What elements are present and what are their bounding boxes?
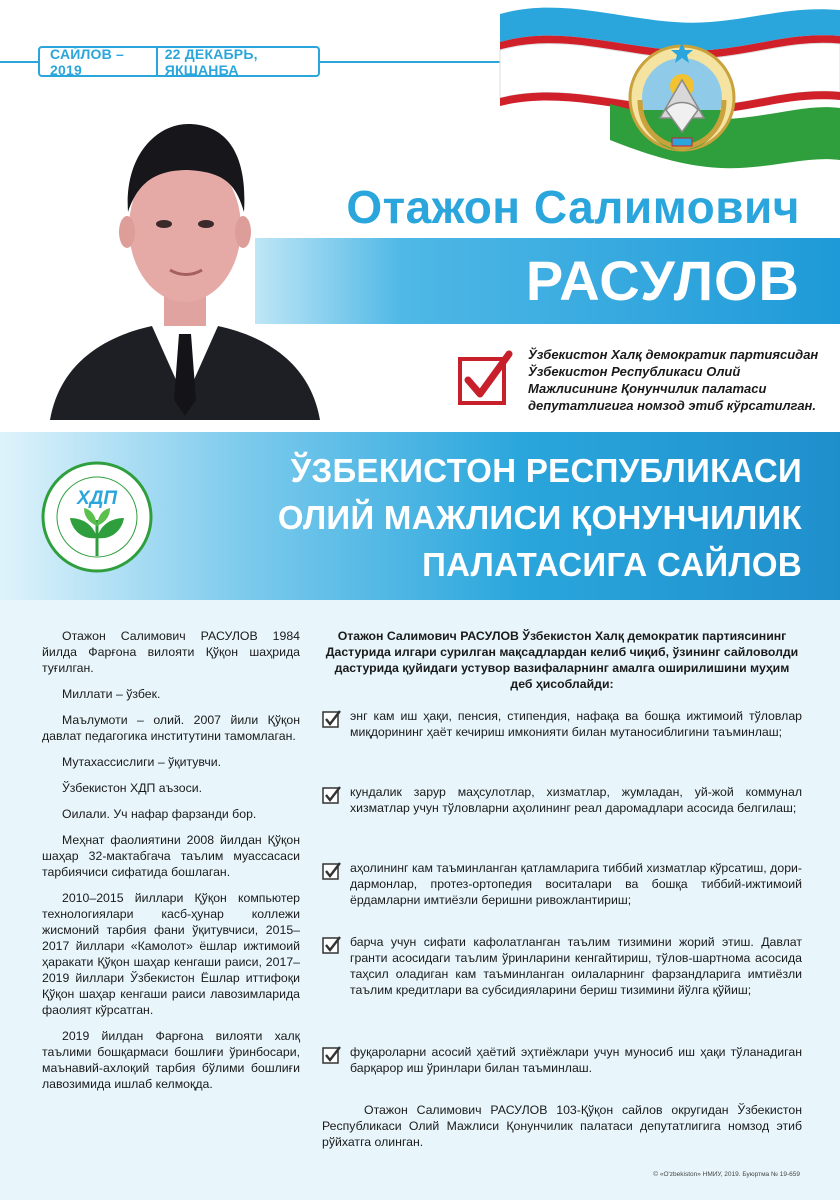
date-badge — [38, 46, 320, 77]
check-box-icon — [322, 785, 342, 805]
bio-paragraph: Маълумоти – олий. 2007 йили Қўқон давлат педагогика институтини тамомлаган. — [42, 713, 300, 743]
program-task — [322, 708, 802, 740]
program-task — [322, 860, 802, 908]
election-title-line-3: ПАЛАТАСИГА САЙЛОВ — [422, 546, 802, 583]
candidate-last-name: РАСУЛОВ — [525, 249, 800, 312]
check-box-icon — [322, 709, 342, 729]
election-title-line-2: ОЛИЙ МАЖЛИСИ ҚОНУНЧИЛИК — [277, 499, 802, 536]
program-column — [322, 628, 802, 1149]
program-task-text: аҳолининг кам таъминланган қатламларига тиббий хизматлар кўрсатиш, дори-дармонлар, протез-ортопедия воситалари ва бошқа тиббий-ижтимоий ёрдамларни имтиёзли беришни ривожлантириш; — [350, 861, 802, 907]
bio-paragraph: Миллати – ўзбек. — [62, 687, 161, 701]
bio-paragraph: 2010–2015 йиллари Қўқон компьютер технологиялари касб-ҳунар коллежи жисмоний тарбия фани ўқитувчиси, 2015–2017 йиллари «Камолот» ёшлар ижтимоий ҳаракати Қўқон шаҳар кенгаши раиси, 2017–2019 йиллари Ўзбекистон Ёшлар иттифоқи Қўқон шаҳар кенгаши раиси лавозимларида фаолият кўрсатган. — [42, 891, 300, 1017]
program-task — [322, 934, 802, 998]
bio-paragraph: Меҳнат фаолиятини 2008 йилдан Қўқон шаҳар 32-мактабгача таълим муассасаси тарбиячиси сифатида бошлаган. — [42, 833, 300, 879]
check-box-icon — [322, 861, 342, 881]
party-logo-icon — [40, 460, 154, 574]
nomination-text: Ўзбекистон Халқ демократик партиясидан Ўзбекистон Республикаси Олий Мажлисининг Қонунчилик палатаси депутатлигига номзод этиб кўрсатилган. — [528, 347, 819, 413]
candidate-first-names: Отажон Салимович — [346, 181, 800, 233]
header-rule-left — [0, 61, 38, 63]
svg-text:ХДП: ХДП — [76, 488, 118, 509]
bio-paragraph: 2019 йилдан Фарғона вилояти халқ таълими бошқармаси бошлиғи ўринбосари, маънавий-ахлоқий тарбия бўлими бошлиғи лавозимида ишлаб келмоқда. — [42, 1029, 300, 1091]
election-title-line-1: ЎЗБЕКИСТОН РЕСПУБЛИКАСИ — [290, 452, 802, 489]
registration-note: Отажон Салимович РАСУЛОВ 103-Қўқон сайлов округидан Ўзбекистон Республикаси Олий Мажлиси Қонунчилик палатаси депутатлигига номзод этиб рўйхатга олинган. — [322, 1103, 802, 1149]
program-task-text: кундалик зарур маҳсулотлар, хизматлар, жумладан, уй-жой коммунал хизматлар учун тўловларни аҳолининг реал даромадлари асосида белгилаш; — [350, 785, 802, 815]
state-emblem-icon — [626, 40, 738, 152]
program-heading: Отажон Салимович РАСУЛОВ Ўзбекистон Халқ демократик партиясининг Дастурида илгари сурилган мақсадлардан келиб чиқиб, ўзининг сайловолди дастурида қуйидаги устувор вазифаларнинг амалга оширилишини муҳим деб ҳисоблайди: — [325, 629, 799, 691]
bio-paragraph: Отажон Салимович РАСУЛОВ 1984 йилда Фарғона вилояти Қўқон шаҳрида туғилган. — [42, 629, 300, 675]
election-label: САЙЛОВ – 2019 — [40, 48, 158, 75]
print-footnote: © «O'zbekiston» НМИУ, 2019. Буюртма № 19-659 — [653, 1171, 800, 1178]
program-task — [322, 784, 802, 816]
bio-paragraph: Мутахассислиги – ўқитувчи. — [62, 755, 222, 769]
bio-paragraph: Ўзбекистон ХДП аъзоси. — [62, 781, 203, 795]
bio-paragraph: Оилали. Уч нафар фарзанди бор. — [62, 807, 257, 821]
ballot-check-icon — [457, 350, 513, 406]
check-box-icon — [322, 935, 342, 955]
program-task-text: энг кам иш ҳақи, пенсия, стипендия, нафақа ва бошқа ижтимоий тўловлар миқдорининг ҳаёт кечириш имконияти билан мутаносиблигини таъминлаш; — [350, 709, 802, 739]
program-task — [322, 1044, 802, 1076]
program-task-text: фуқароларни асосий ҳаётий эҳтиёжлари учун муносиб иш ҳақи тўланадиган барқарор иш ўринлари билан таъминлаш. — [350, 1045, 802, 1075]
program-task-text: барча учун сифати кафолатланган таълим тизимини жорий этиш. Давлат гранти асосидаги таълим ўринларини кенгайтириш, тўлов-шартнома асосида таҳсил оладиган кам таъминланган оилаларнинг фарзандларига имтиёзли таълим кредитлари ва субсидияларини бериш тизимини йўлга қўйиш; — [350, 935, 802, 997]
date-label: 22 ДЕКАБРЬ, ЯКШАНБА — [164, 45, 258, 78]
biography-column — [42, 628, 300, 1102]
check-box-icon — [322, 1045, 342, 1065]
